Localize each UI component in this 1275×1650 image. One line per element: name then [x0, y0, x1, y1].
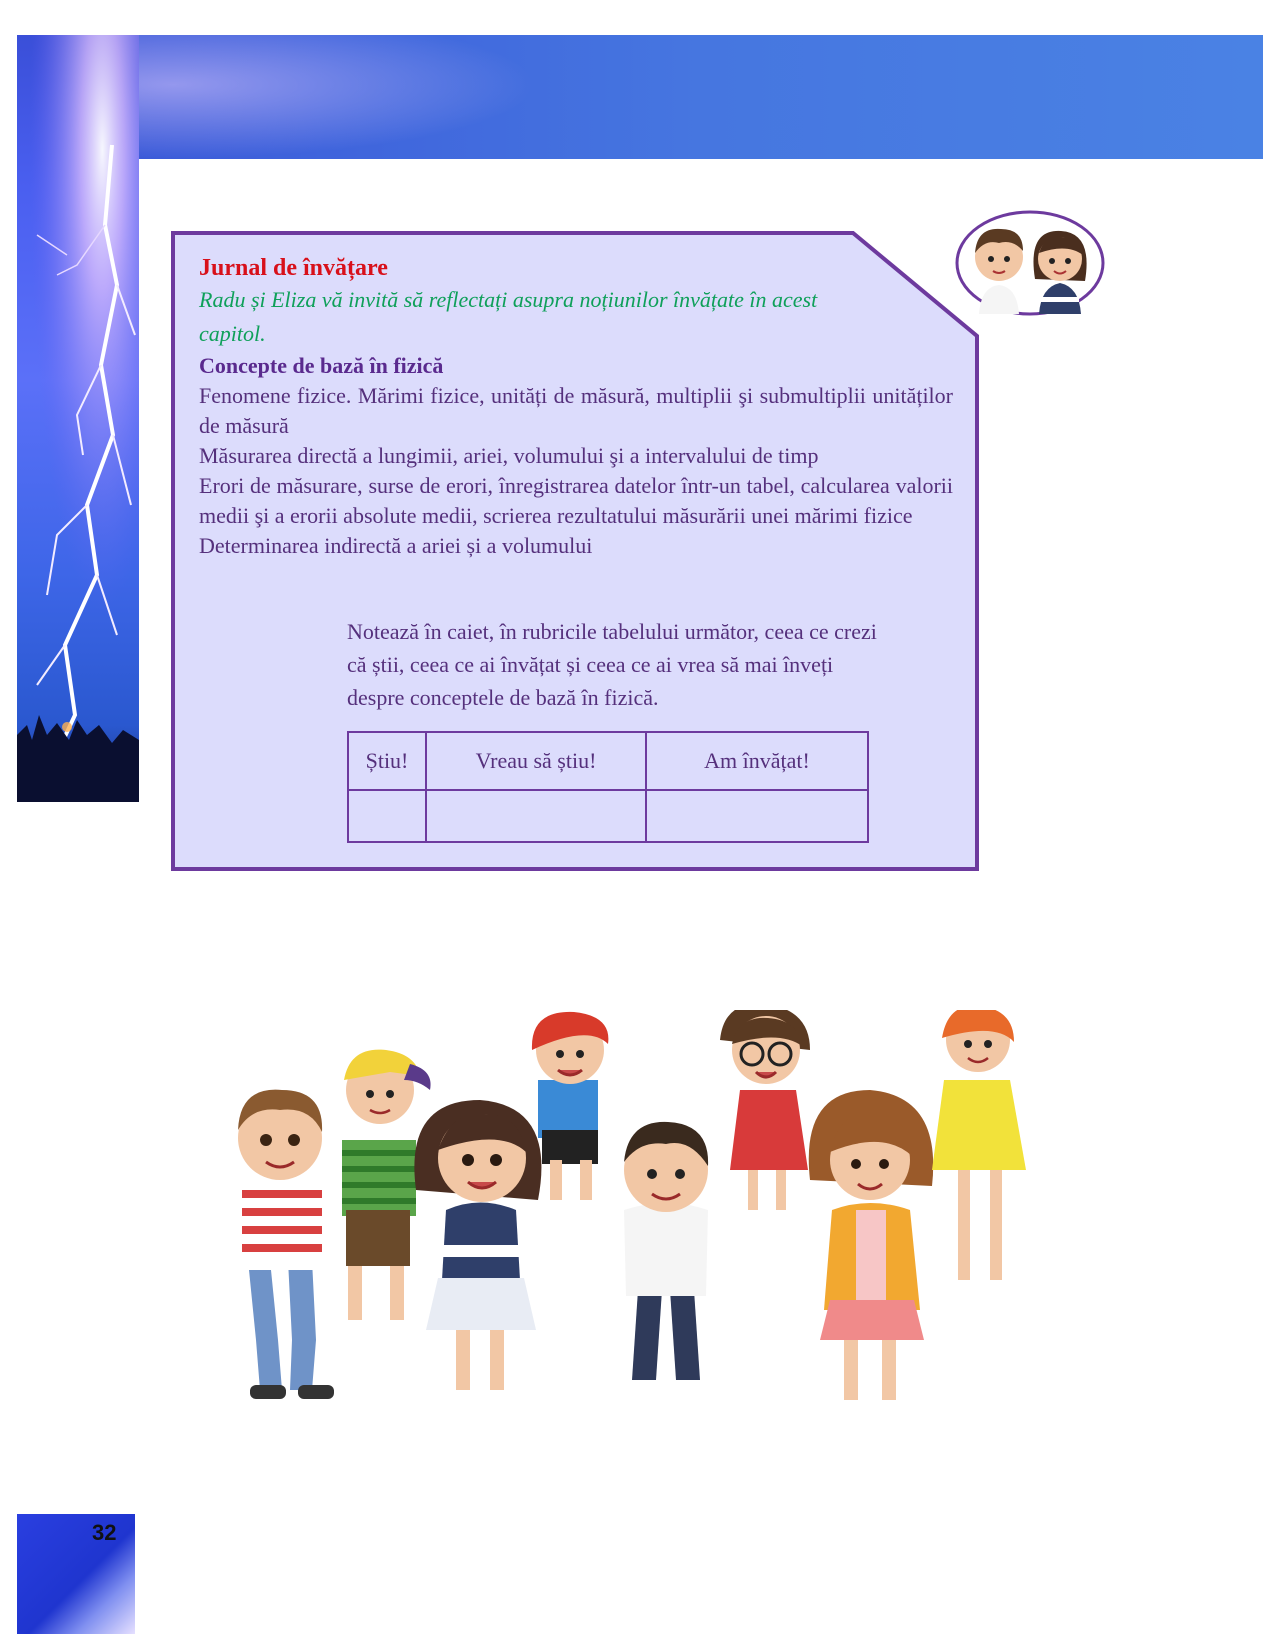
table-cell [348, 790, 426, 842]
instruction-text: Notează în caiet, în rubricile tabelului următor, ceea ce crezi că știi, ceea ce ai învățat și ceea ce ai vrea să mai înveți despre conceptele de bază în fizică. [347, 619, 877, 710]
page-number: 32 [92, 1520, 117, 1545]
header-band [17, 35, 1263, 159]
table-cell [426, 790, 646, 842]
table-header-know: Știu! [348, 732, 426, 790]
learning-journal-box [171, 231, 979, 871]
concept-line: Fenomene fizice. Mărimi fizice, unități de măsură, multiplii şi submultiplii unităților de măsură [199, 383, 953, 438]
lightning-photo [17, 35, 139, 802]
table-header-learned: Am învățat! [646, 732, 868, 790]
table-header-want: Vreau să știu! [426, 732, 646, 790]
kwl-table [347, 731, 869, 843]
radu-eliza-avatar [955, 209, 1105, 322]
concept-line: Erori de măsurare, surse de erori, înregistrarea datelor într-un tabel, calcularea valorii medii şi a erorii absolute medii, scrierea rezultatului măsurării unei mărimi fizice [199, 473, 953, 528]
table-cell [646, 790, 868, 842]
concept-line: Determinarea indirectă a ariei și a volumului [199, 533, 593, 558]
children-illustration [220, 1010, 1080, 1455]
journal-subtitle: Radu și Eliza vă invită să reflectați asupra noțiunilor învățate în acest capitol. [199, 287, 818, 346]
section-title: Concepte de bază în fizică [199, 353, 444, 378]
concept-line: Măsurarea directă a lungimii, ariei, volumului şi a intervalului de timp [199, 443, 819, 468]
journal-title: Jurnal de învățare [199, 255, 388, 281]
